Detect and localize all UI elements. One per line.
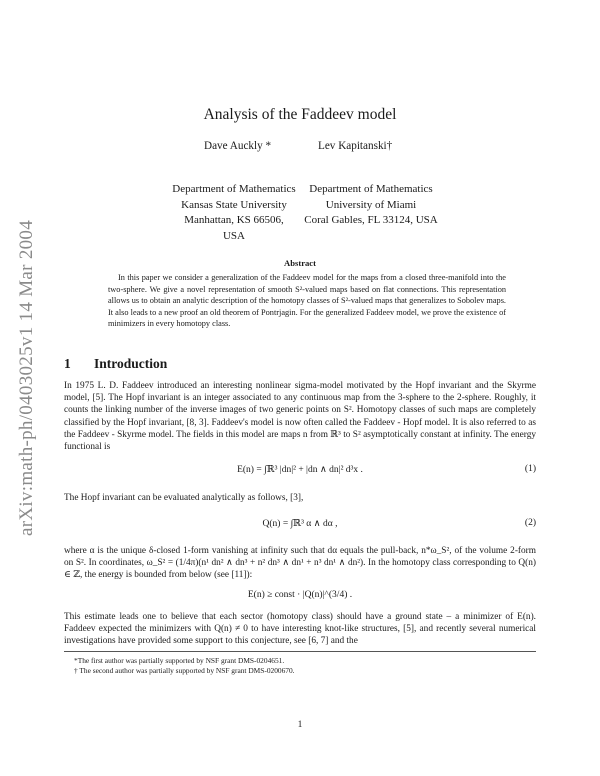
intro-paragraph-4 (64, 611, 536, 648)
arxiv-id-text: arXiv:math-ph/0403025v1 14 Mar 2004 (16, 219, 38, 537)
paragraph-text: where α is the unique δ-closed 1-form vanishing at infinity such that dα equals the pull-back, n*ω_S², of the volume 2-form on S². In coordinates, ω_S² = (1/4π)(n¹ dn² ∧ dn³ + n² dn³ ∧ dn¹ + n³ dn¹ ∧ dn²). In the homotopy class corresponding to Q(n) ∈ ℤ, the energy is bounded from below (see [11]): (64, 546, 536, 581)
equation-2 (64, 518, 536, 536)
affiliation-univ: Kansas State University (181, 198, 287, 211)
equation-expression: E(n) = ∫ℝ³ |dn|² + |dn ∧ dn|² d³x . (237, 465, 363, 475)
affiliation-univ: University of Miami (325, 198, 417, 211)
abstract-text: In this paper we consider a generalization of the Faddeev model for the maps from a closed three-manifold into the two-sphere. We give a novel representation of smooth S²-valued maps based on flat connections. This representation allows us to obtain an analytic description of the homotopy classes of S²-valued maps that generalizes to Sobolev maps. It also leads to a new proof an old theorem of Pontrjagin. For the generalized Faddeev model, we prove the existence of minimizers in every homotopy class. (108, 273, 506, 329)
abstract-heading: Abstract (284, 258, 316, 268)
affiliation-miami (298, 182, 444, 229)
intro-paragraph-2 (64, 492, 536, 504)
arxiv-identifier-stamp (14, 168, 40, 588)
section-title: Introduction (94, 356, 168, 371)
abstract-body (108, 272, 506, 330)
author-kapitanski: Lev Kapitanski† (318, 140, 393, 152)
intro-paragraph-3 (64, 545, 536, 582)
paragraph-text: The Hopf invariant can be evaluated analytically as follows, [3], (64, 493, 304, 503)
affiliation-city: Coral Gables, FL 33124, USA (304, 214, 438, 226)
equation-expression: E(n) ≥ const · |Q(n)|^(3/4) . (247, 590, 353, 600)
footnote-2: † The second author was partially supported by NSF grant DMS-0200670. (74, 665, 295, 675)
section-heading (64, 356, 167, 372)
affiliation-kansas (172, 182, 296, 244)
footnote-1: *The first author was partially supported by NSF grant DMS-0204651. (74, 656, 285, 665)
equation-3 (64, 590, 536, 608)
page-number: 1 (297, 720, 303, 730)
author-auckly: Dave Auckly * (204, 140, 272, 152)
intro-paragraph-1 (64, 380, 536, 453)
equation-expression: Q(n) = ∫ℝ³ α ∧ dα , (262, 519, 338, 529)
equation-number: (2) (524, 518, 536, 528)
equation-number: (1) (524, 464, 536, 474)
affiliation-city: Manhattan, KS 66506, USA (184, 214, 284, 242)
footnotes (64, 651, 536, 676)
paragraph-text: This estimate leads one to believe that each sector (homotopy class) should have a ground state – a minimizer of E(n). Faddeev expected the minimizers with Q(n) ≠ 0 to have interesting knot-like structures, [5], and recently several numerical investigations have provided some support to this conjecture, see [6, 7] and the (64, 612, 536, 647)
paragraph-text: In 1975 L. D. Faddeev introduced an interesting nonlinear sigma-model motivated by the Hopf invariant and the Skyrme model, [5]. The Hopf invariant is an integer associated to any continuous map from the 3-sphere to the 2-sphere. Roughly, it counts the linking number of the inverse images of two generic points on S². Homotopy classes of such maps are completely classified by the Hopf invariant, [8, 3]. Faddeev's model is now often called the Faddeev - Hopf model. It is also referred to as the Faddeev - Skyrme model. The fields in this model are maps n from ℝ³ to S² asymptotically constant at infinity. The energy functional is (64, 381, 536, 453)
section-number: 1 (64, 356, 71, 371)
paper-title: Analysis of the Faddeev model (203, 106, 397, 123)
equation-1 (64, 464, 536, 482)
affiliation-dept: Department of Mathematics (309, 183, 433, 195)
affiliation-dept: Department of Mathematics (172, 183, 296, 195)
